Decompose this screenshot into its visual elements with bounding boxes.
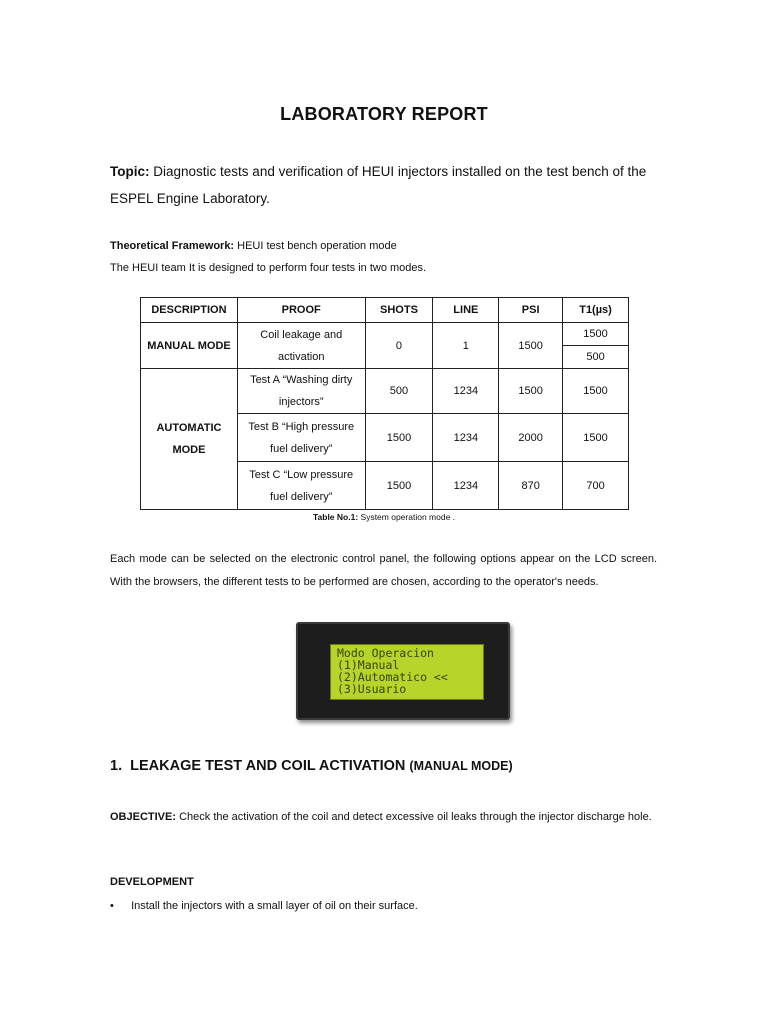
list-item (110, 900, 418, 912)
body-paragraph: Each mode can be selected on the electronic control panel, the following options appear on the LCD screen. With the browsers, the different tests to be performed are chosen, according to the operator's needs. (110, 553, 657, 588)
bullet-icon: • (110, 900, 114, 912)
manual-t1-a-cell: 1500 (563, 323, 629, 346)
manual-mode-cell: MANUAL MODE (141, 323, 238, 369)
section-number: 1. (110, 758, 123, 774)
framework-line-2: The HEUI team It is designed to perform four tests in two modes. (110, 262, 427, 274)
objective-paragraph (110, 806, 660, 829)
auto-proof-cell (237, 414, 365, 462)
auto-shots-cell: 500 (365, 369, 433, 414)
auto-psi-cell: 1500 (499, 369, 563, 414)
proof-line: injectors” (278, 396, 324, 408)
caption-label: Table No.1: (312, 512, 359, 522)
development-heading: DEVELOPMENT (110, 876, 194, 888)
table-header-row (141, 298, 629, 323)
auto-t1-cell: 1500 (563, 369, 629, 414)
proof-line: Test A “Washing dirty (250, 374, 353, 386)
auto-shots-cell: 1500 (365, 462, 433, 510)
lcd-line: (1)Manual (337, 658, 400, 672)
auto-shots-cell: 1500 (365, 414, 433, 462)
objective-text: Check the activation of the coil and detect excessive oil leaks through the injector discharge hole. (179, 811, 652, 823)
auto-line-cell: 1234 (433, 369, 499, 414)
mode-line: AUTOMATIC (156, 422, 222, 434)
proof-line: activation (277, 350, 325, 363)
table-row (141, 369, 629, 414)
manual-line-cell: 1 (433, 323, 499, 369)
section-heading (110, 758, 513, 774)
manual-shots-cell: 0 (365, 323, 433, 369)
header-t1: T1(µs) (563, 298, 629, 323)
manual-proof-cell (237, 323, 365, 369)
theoretical-framework (110, 235, 426, 279)
proof-line: fuel delivery” (270, 442, 333, 455)
proof-line: Coil leakage and (260, 328, 343, 341)
header-line: LINE (433, 298, 499, 323)
topic-label: Topic: (110, 164, 150, 179)
manual-psi-cell: 1500 (499, 323, 563, 369)
framework-label: Theoretical Framework: (110, 240, 235, 252)
topic-paragraph (110, 158, 670, 212)
table-caption (0, 512, 768, 522)
header-psi: PSI (499, 298, 563, 323)
framework-text: HEUI test bench operation mode (237, 240, 397, 252)
proof-line: Test B “High pressure (248, 420, 355, 433)
auto-proof-cell (237, 462, 365, 510)
lcd-screen (330, 644, 484, 700)
section-suffix: (MANUAL MODE) (409, 759, 513, 773)
list-item-text: Install the injectors with a small layer of oil on their surface. (131, 900, 418, 912)
objective-label: OBJECTIVE: (110, 811, 177, 823)
lcd-line: Modo Operacion (337, 646, 434, 660)
auto-t1-cell: 700 (563, 462, 629, 510)
auto-proof-cell (237, 369, 365, 414)
section-title: LEAKAGE TEST AND COIL ACTIVATION (130, 758, 406, 774)
header-proof: PROOF (237, 298, 365, 323)
auto-line-cell: 1234 (433, 462, 499, 510)
automatic-mode-cell (141, 369, 238, 510)
mode-line: MODE (172, 444, 206, 456)
proof-line: Test C “Low pressure (249, 468, 354, 481)
header-shots: SHOTS (365, 298, 433, 323)
auto-psi-cell: 2000 (499, 414, 563, 462)
header-description: DESCRIPTION (141, 298, 238, 323)
framework-line (110, 235, 426, 257)
topic-text: Diagnostic tests and verification of HEUI injectors installed on the test bench of the ESPEL Engine Laboratory. (110, 164, 647, 206)
auto-line-cell: 1234 (433, 414, 499, 462)
lcd-line: (3)Usuario (337, 682, 407, 696)
report-title: LABORATORY REPORT (280, 104, 488, 124)
lcd-panel-photo (296, 622, 510, 720)
caption-text: System operation mode . (360, 512, 456, 522)
table-row (141, 323, 629, 346)
manual-t1-b-cell: 500 (563, 346, 629, 369)
auto-t1-cell: 1500 (563, 414, 629, 462)
operation-modes-table (140, 297, 629, 510)
auto-psi-cell: 870 (499, 462, 563, 510)
proof-line: fuel delivery” (270, 490, 333, 503)
lcd-line: (2)Automatico << (337, 670, 448, 684)
